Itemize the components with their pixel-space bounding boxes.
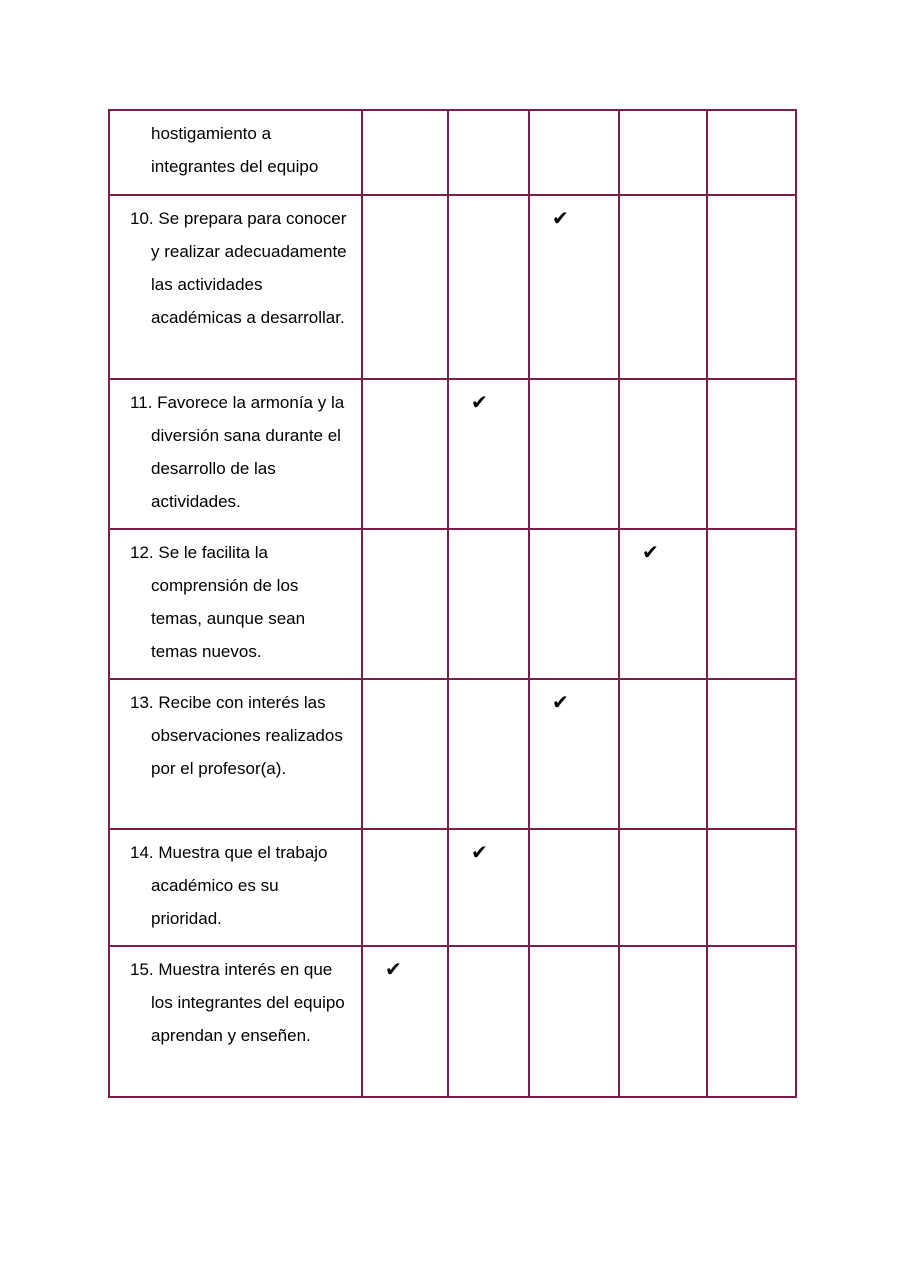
evaluation-table-body <box>109 110 796 1097</box>
rating-cell-1 <box>362 946 448 1097</box>
rating-cell-5 <box>707 946 796 1097</box>
check-mark-icon: ✔ <box>552 690 569 714</box>
table-row <box>109 110 796 195</box>
rating-cell-3 <box>529 829 619 946</box>
criterion-cell <box>109 379 362 529</box>
rating-cell-4 <box>619 379 707 529</box>
table-row <box>109 195 796 379</box>
rating-cell-1 <box>362 679 448 829</box>
rating-cell-3 <box>529 379 619 529</box>
rating-cell-2 <box>448 679 529 829</box>
rating-cell-5 <box>707 679 796 829</box>
rating-cell-3 <box>529 679 619 829</box>
criterion-text: 14. Muestra que el trabajo académico es su prioridad. <box>130 843 328 928</box>
criterion-text: 13. Recibe con interés las observaciones realizados por el profesor(a). <box>130 693 343 778</box>
criterion-text: 12. Se le facilita la comprensión de los temas, aunque sean temas nuevos. <box>130 543 306 661</box>
table-row <box>109 529 796 679</box>
rating-cell-1 <box>362 195 448 379</box>
rating-cell-5 <box>707 529 796 679</box>
check-mark-icon: ✔ <box>552 206 569 230</box>
rating-cell-2 <box>448 946 529 1097</box>
criterion-text: hostigamiento a integrantes del equipo <box>151 124 319 176</box>
rating-cell-5 <box>707 829 796 946</box>
criterion-cell <box>109 110 362 195</box>
rating-cell-2 <box>448 529 529 679</box>
rating-cell-2 <box>448 110 529 195</box>
check-mark-icon: ✔ <box>471 840 488 864</box>
rating-cell-4 <box>619 679 707 829</box>
criterion-text: 10. Se prepara para conocer y realizar adecuadamente las actividades académicas a desarrollar. <box>130 209 347 327</box>
rating-cell-4 <box>619 110 707 195</box>
rating-cell-5 <box>707 379 796 529</box>
check-mark-icon: ✔ <box>471 390 488 414</box>
rating-cell-3 <box>529 529 619 679</box>
rating-cell-1 <box>362 110 448 195</box>
criterion-cell <box>109 829 362 946</box>
evaluation-table <box>108 109 797 1098</box>
criterion-cell <box>109 946 362 1097</box>
rating-cell-3 <box>529 946 619 1097</box>
rating-cell-4 <box>619 946 707 1097</box>
rating-cell-4 <box>619 195 707 379</box>
rating-cell-1 <box>362 829 448 946</box>
rating-cell-3 <box>529 195 619 379</box>
check-mark-icon: ✔ <box>642 540 659 564</box>
rating-cell-2 <box>448 195 529 379</box>
rating-cell-4 <box>619 529 707 679</box>
rating-cell-5 <box>707 110 796 195</box>
rating-cell-1 <box>362 529 448 679</box>
criterion-cell <box>109 529 362 679</box>
table-row <box>109 679 796 829</box>
rating-cell-1 <box>362 379 448 529</box>
check-mark-icon: ✔ <box>385 957 402 981</box>
criterion-text: 15. Muestra interés en que los integrantes del equipo aprendan y enseñen. <box>130 960 345 1045</box>
table-row <box>109 946 796 1097</box>
rating-cell-2 <box>448 829 529 946</box>
table-row <box>109 829 796 946</box>
criterion-text: 11. Favorece la armonía y la diversión sana durante el desarrollo de las actividades. <box>130 393 345 511</box>
criterion-cell <box>109 679 362 829</box>
rating-cell-3 <box>529 110 619 195</box>
rating-cell-5 <box>707 195 796 379</box>
table-row <box>109 379 796 529</box>
rating-cell-4 <box>619 829 707 946</box>
rating-cell-2 <box>448 379 529 529</box>
criterion-cell <box>109 195 362 379</box>
